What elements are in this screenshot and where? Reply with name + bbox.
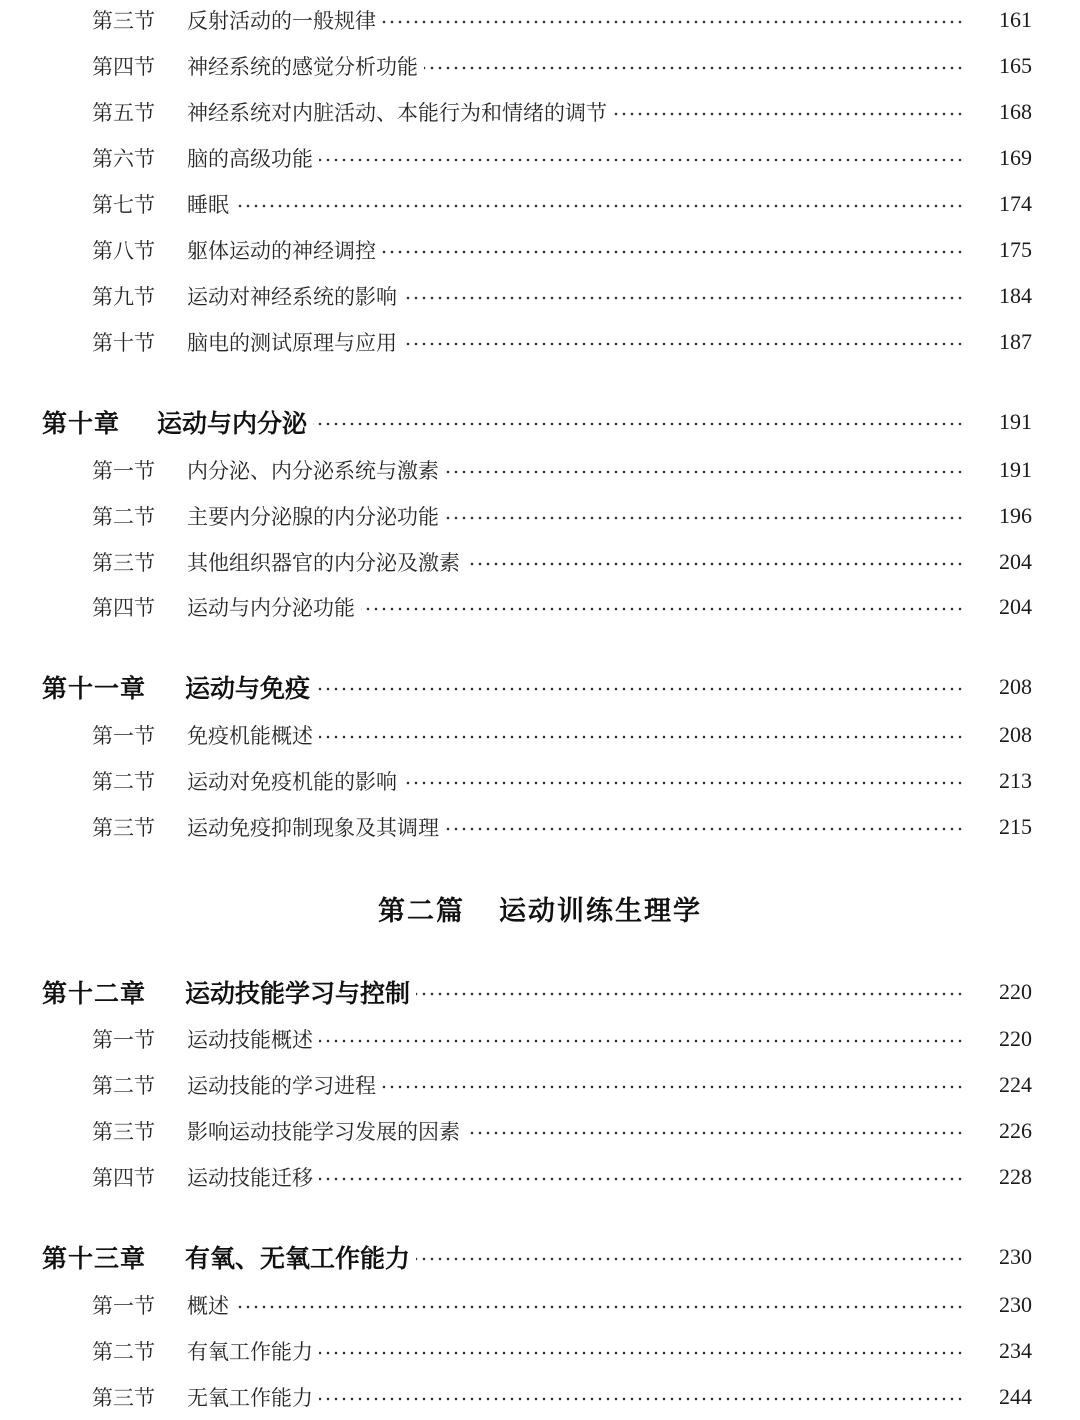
section-title: 运动技能迁移 bbox=[187, 1166, 313, 1190]
section-title: 反射活动的一般规律 bbox=[187, 9, 376, 33]
toc-section-row[interactable] bbox=[0, 1162, 1080, 1192]
section-title: 运动对免疫机能的影响 bbox=[187, 770, 397, 794]
page-number: 161 bbox=[999, 7, 1032, 32]
section-title: 概述 bbox=[187, 1294, 229, 1318]
dot-leader bbox=[445, 516, 964, 520]
section-number: 第三节 bbox=[92, 1386, 155, 1410]
section-title: 有氧工作能力 bbox=[187, 1340, 313, 1364]
toc-section-row[interactable] bbox=[0, 455, 1080, 485]
section-number: 第四节 bbox=[92, 596, 155, 620]
page-number: 187 bbox=[999, 329, 1032, 354]
chapter-title: 运动与免疫 bbox=[185, 674, 311, 703]
section-number: 第二节 bbox=[92, 1074, 155, 1098]
section-title: 无氧工作能力 bbox=[187, 1386, 313, 1410]
section-title: 影响运动技能学习发展的因素 bbox=[187, 1120, 460, 1144]
toc-section-row[interactable] bbox=[0, 1382, 1080, 1412]
page-number: 215 bbox=[999, 814, 1032, 839]
page-number: 228 bbox=[999, 1164, 1032, 1189]
dot-leader bbox=[361, 607, 964, 611]
section-title: 神经系统对内脏活动、本能行为和情绪的调节 bbox=[187, 101, 607, 125]
section-title: 运动与内分泌功能 bbox=[187, 596, 355, 620]
section-number: 第五节 bbox=[92, 101, 155, 125]
page-number: 191 bbox=[999, 409, 1032, 434]
section-title: 运动免疫抑制现象及其调理 bbox=[187, 816, 439, 840]
page-number: 230 bbox=[999, 1292, 1032, 1317]
dot-leader bbox=[382, 20, 964, 24]
section-number: 第三节 bbox=[92, 1120, 155, 1144]
chapter-title: 运动与内分泌 bbox=[157, 409, 308, 438]
page-number: 213 bbox=[999, 768, 1032, 793]
dot-leader bbox=[235, 1305, 964, 1309]
chapter-number: 第十二章 bbox=[42, 979, 147, 1008]
dot-leader bbox=[424, 66, 964, 70]
part-title: 运动训练生理学 bbox=[499, 896, 702, 927]
dot-leader bbox=[235, 204, 964, 208]
section-title: 其他组织器官的内分泌及激素 bbox=[187, 551, 460, 575]
page-number: 234 bbox=[999, 1338, 1032, 1363]
toc-section-row[interactable] bbox=[0, 97, 1080, 127]
page-number: 169 bbox=[999, 145, 1032, 170]
page-number: 208 bbox=[999, 674, 1032, 699]
section-number: 第四节 bbox=[92, 1166, 155, 1190]
dot-leader bbox=[416, 992, 964, 996]
dot-leader bbox=[403, 342, 964, 346]
page-number: 220 bbox=[999, 979, 1032, 1004]
chapter-number: 第十章 bbox=[42, 409, 121, 438]
dot-leader bbox=[403, 296, 964, 300]
toc-section-row[interactable] bbox=[0, 1290, 1080, 1320]
section-number: 第一节 bbox=[92, 1294, 155, 1318]
toc-section-row[interactable] bbox=[0, 1024, 1080, 1054]
section-number: 第九节 bbox=[92, 285, 155, 309]
dot-leader bbox=[403, 781, 964, 785]
toc-section-row[interactable] bbox=[0, 1116, 1080, 1146]
section-title: 脑的高级功能 bbox=[187, 147, 313, 171]
dot-leader bbox=[319, 1351, 964, 1355]
page-number: 191 bbox=[999, 457, 1032, 482]
section-title: 免疫机能概述 bbox=[187, 724, 313, 748]
chapter-title: 运动技能学习与控制 bbox=[185, 979, 411, 1008]
section-number: 第十节 bbox=[92, 331, 155, 355]
dot-leader bbox=[416, 1257, 964, 1261]
section-title: 运动对神经系统的影响 bbox=[187, 285, 397, 309]
section-number: 第七节 bbox=[92, 193, 155, 217]
toc-chapter-row[interactable] bbox=[0, 670, 1080, 704]
toc-section-row[interactable] bbox=[0, 720, 1080, 750]
section-title: 运动技能概述 bbox=[187, 1028, 313, 1052]
dot-leader bbox=[382, 250, 964, 254]
toc-chapter-row[interactable] bbox=[0, 405, 1080, 439]
toc-section-row[interactable] bbox=[0, 766, 1080, 796]
toc-section-row[interactable] bbox=[0, 501, 1080, 531]
toc-section-row[interactable] bbox=[0, 51, 1080, 81]
dot-leader bbox=[445, 827, 964, 831]
toc-section-row[interactable] bbox=[0, 5, 1080, 35]
dot-leader bbox=[319, 735, 964, 739]
section-number: 第三节 bbox=[92, 816, 155, 840]
page-number: 196 bbox=[999, 503, 1032, 528]
page-number: 174 bbox=[999, 191, 1032, 216]
toc-section-row[interactable] bbox=[0, 592, 1080, 622]
section-title: 睡眠 bbox=[187, 193, 229, 217]
toc-section-row[interactable] bbox=[0, 1336, 1080, 1366]
chapter-title: 有氧、无氧工作能力 bbox=[185, 1244, 411, 1273]
chapter-number: 第十一章 bbox=[42, 674, 147, 703]
toc-chapter-row[interactable] bbox=[0, 975, 1080, 1009]
section-number: 第二节 bbox=[92, 1340, 155, 1364]
toc-section-row[interactable] bbox=[0, 189, 1080, 219]
toc-section-row[interactable] bbox=[0, 547, 1080, 577]
section-title: 运动技能的学习进程 bbox=[187, 1074, 376, 1098]
toc-section-row[interactable] bbox=[0, 1070, 1080, 1100]
section-number: 第三节 bbox=[92, 9, 155, 33]
dot-leader bbox=[613, 112, 964, 116]
section-number: 第一节 bbox=[92, 459, 155, 483]
page-number: 208 bbox=[999, 722, 1032, 747]
section-number: 第二节 bbox=[92, 770, 155, 794]
part-heading[interactable] bbox=[0, 889, 1080, 928]
dot-leader bbox=[316, 687, 964, 691]
page-number: 224 bbox=[999, 1072, 1032, 1097]
section-title: 神经系统的感觉分析功能 bbox=[187, 55, 418, 79]
part-number: 第二篇 bbox=[378, 896, 465, 927]
page-number: 204 bbox=[999, 594, 1032, 619]
toc-section-row[interactable] bbox=[0, 281, 1080, 311]
dot-leader bbox=[319, 1177, 964, 1181]
section-title: 脑电的测试原理与应用 bbox=[187, 331, 397, 355]
dot-leader bbox=[382, 1085, 964, 1089]
section-title: 主要内分泌腺的内分泌功能 bbox=[187, 505, 439, 529]
dot-leader bbox=[319, 1397, 964, 1401]
toc-section-row[interactable] bbox=[0, 235, 1080, 265]
toc-section-row[interactable] bbox=[0, 143, 1080, 173]
page-number: 175 bbox=[999, 237, 1032, 262]
page-number: 226 bbox=[999, 1118, 1032, 1143]
dot-leader bbox=[445, 470, 964, 474]
page-number: 220 bbox=[999, 1026, 1032, 1051]
section-number: 第六节 bbox=[92, 147, 155, 171]
dot-leader bbox=[466, 1131, 964, 1135]
dot-leader bbox=[466, 562, 964, 566]
toc-chapter-row[interactable] bbox=[0, 1240, 1080, 1274]
section-number: 第一节 bbox=[92, 724, 155, 748]
section-number: 第八节 bbox=[92, 239, 155, 263]
page-number: 184 bbox=[999, 283, 1032, 308]
toc-section-row[interactable] bbox=[0, 327, 1080, 357]
page-number: 244 bbox=[999, 1384, 1032, 1409]
chapter-number: 第十三章 bbox=[42, 1244, 147, 1273]
section-title: 躯体运动的神经调控 bbox=[187, 239, 376, 263]
page-number: 165 bbox=[999, 53, 1032, 78]
section-number: 第四节 bbox=[92, 55, 155, 79]
section-number: 第二节 bbox=[92, 505, 155, 529]
toc-section-row[interactable] bbox=[0, 812, 1080, 842]
section-number: 第一节 bbox=[92, 1028, 155, 1052]
page-number: 168 bbox=[999, 99, 1032, 124]
page-number: 230 bbox=[999, 1244, 1032, 1269]
dot-leader bbox=[313, 422, 964, 426]
dot-leader bbox=[319, 158, 964, 162]
section-title: 内分泌、内分泌系统与激素 bbox=[187, 459, 439, 483]
section-number: 第三节 bbox=[92, 551, 155, 575]
dot-leader bbox=[319, 1039, 964, 1043]
page-number: 204 bbox=[999, 549, 1032, 574]
